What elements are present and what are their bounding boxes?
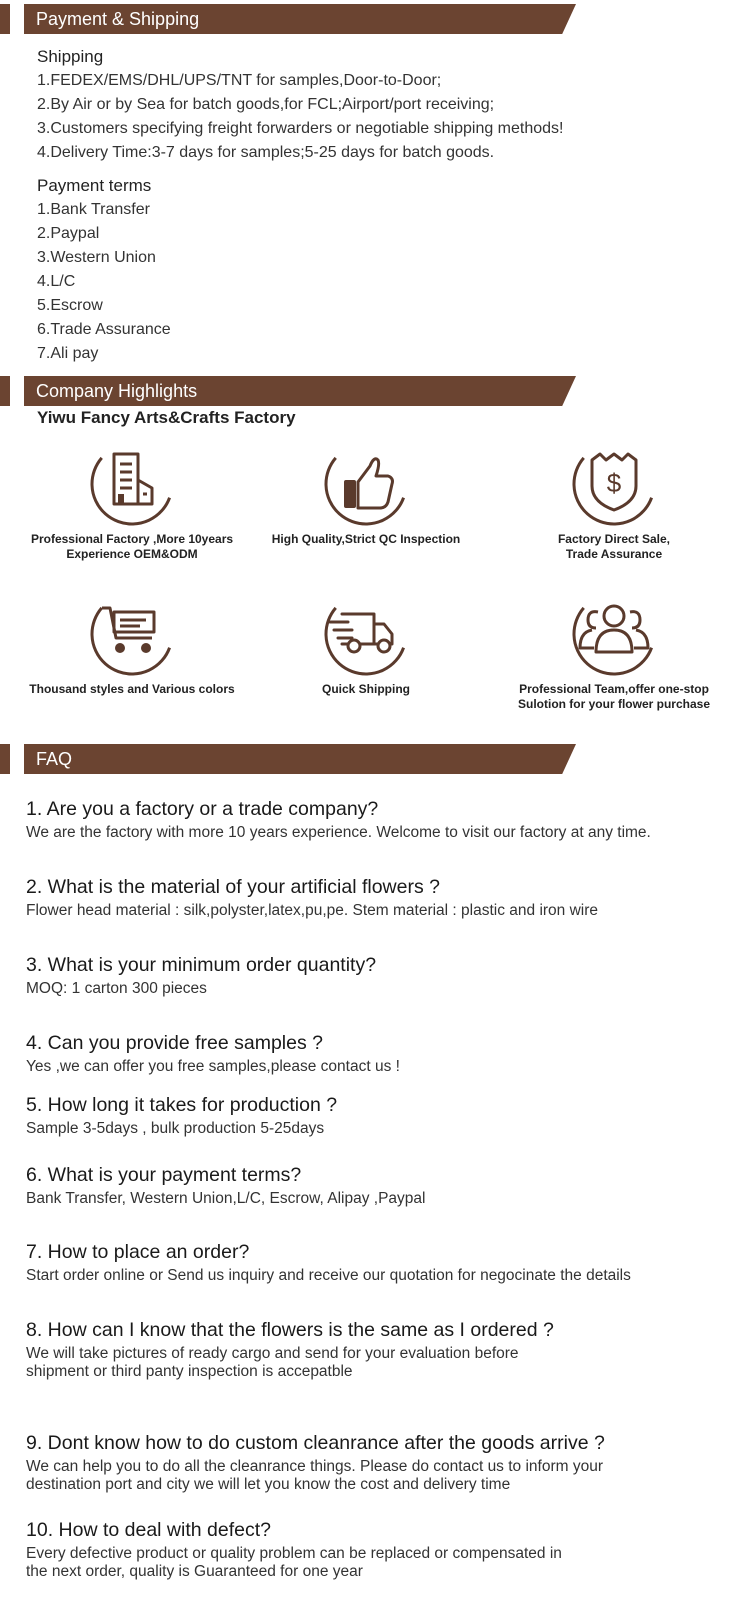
section-title: Company Highlights	[36, 381, 198, 401]
highlight-caption: Trade Assurance	[565, 547, 663, 561]
faq-answer: Sample 3-5days , bulk production 5-25days	[26, 1120, 325, 1137]
faq-banner	[0, 744, 570, 774]
faq-question: 2. What is the material of your artificial flowers ?	[26, 876, 440, 898]
shopping-cart-icon	[88, 590, 176, 678]
faq-question: 8. How can I know that the flowers is the same as I ordered ?	[26, 1319, 554, 1341]
shipping-item: 1.FEDEX/EMS/DHL/UPS/TNT for samples,Door-to-Door;	[37, 72, 442, 89]
faq-question: 10. How to deal with defect?	[26, 1519, 271, 1541]
company-name: Yiwu Fancy Arts&Crafts Factory	[37, 408, 296, 427]
faq-answer: Flower head material : silk,polyster,latex,pu,pe. Stem material : plastic and iron wire	[26, 902, 599, 919]
faq-question: 1. Are you a factory or a trade company?	[26, 798, 379, 820]
faq-answer: MOQ: 1 carton 300 pieces	[26, 980, 207, 997]
faq-answer: Bank Transfer, Western Union,L/C, Escrow, Alipay ,Paypal	[26, 1190, 426, 1207]
faq-answer: shipment or third panty inspection is accepatble	[26, 1363, 353, 1380]
payment-item: 5.Escrow	[37, 297, 103, 314]
highlight-caption: Thousand styles and Various colors	[29, 682, 235, 696]
highlight-caption: Professional Factory ,More 10years	[30, 532, 234, 546]
payment-item: 7.Ali pay	[37, 345, 99, 362]
faq-answer: Yes ,we can offer you free samples,please contact us !	[26, 1058, 400, 1075]
highlight-caption: Quick Shipping	[321, 682, 410, 696]
highlight-caption: Factory Direct Sale,	[557, 532, 671, 546]
section-title: Payment & Shipping	[36, 9, 200, 29]
team-icon	[570, 590, 658, 678]
delivery-truck-icon	[322, 590, 410, 678]
thumbs-up-icon	[322, 440, 410, 528]
faq-answer: Start order online or Send us inquiry and receive our quotation for negocinate the details	[26, 1267, 631, 1284]
shipping-title: Shipping	[37, 47, 104, 66]
faq-question: 6. What is your payment terms?	[26, 1164, 302, 1186]
payment-shipping-banner	[0, 4, 570, 34]
faq-question: 9. Dont know how to do custom cleanrance after the goods arrive ?	[26, 1432, 605, 1454]
faq-answer: We are the factory with more 10 years experience. Welcome to visit our factory at any time.	[26, 824, 651, 841]
section-title: FAQ	[36, 749, 73, 769]
highlight-caption: Experience OEM&ODM	[66, 547, 198, 561]
shipping-item: 4.Delivery Time:3-7 days for samples;5-25 days for batch goods.	[37, 144, 495, 161]
highlight-caption: High Quality,Strict QC Inspection	[271, 532, 461, 546]
faq-question: 5. How long it takes for production ?	[26, 1094, 338, 1116]
payment-item: 4.L/C	[37, 273, 76, 290]
payment-item: 3.Western Union	[37, 249, 156, 266]
payment-item: 2.Paypal	[37, 225, 100, 242]
faq-answer: We will take pictures of ready cargo and send for your evaluation before	[26, 1345, 519, 1362]
faq-question: 3. What is your minimum order quantity?	[26, 954, 377, 976]
payment-item: 1.Bank Transfer	[37, 201, 150, 218]
highlight-caption: Sulotion for your flower purchase	[517, 697, 711, 711]
shipping-item: 3.Customers specifying freight forwarders or negotiable shipping methods!	[37, 120, 564, 137]
faq-question: 4. Can you provide free samples ?	[26, 1032, 323, 1054]
faq-answer: destination port and city we will let you know the cost and delivery time	[26, 1476, 511, 1493]
faq-answer: the next order, quality is Guaranteed for one year	[26, 1563, 363, 1580]
highlight-caption: Professional Team,offer one-stop	[519, 682, 709, 696]
building-icon	[88, 440, 176, 528]
faq-answer: We can help you to do all the cleanrance things. Please do contact us to inform your	[26, 1458, 603, 1475]
faq-answer: Every defective product or quality problem can be replaced or compensated in	[26, 1545, 562, 1562]
payment-terms-title: Payment terms	[37, 176, 152, 195]
company-highlights-banner	[0, 376, 570, 406]
faq-question: 7. How to place an order?	[26, 1241, 250, 1263]
shipping-item: 2.By Air or by Sea for batch goods,for FCL;Airport/port receiving;	[37, 96, 495, 113]
svg-text:$: $	[606, 468, 622, 498]
payment-item: 6.Trade Assurance	[37, 321, 171, 338]
dollar-shield-icon	[570, 440, 658, 528]
